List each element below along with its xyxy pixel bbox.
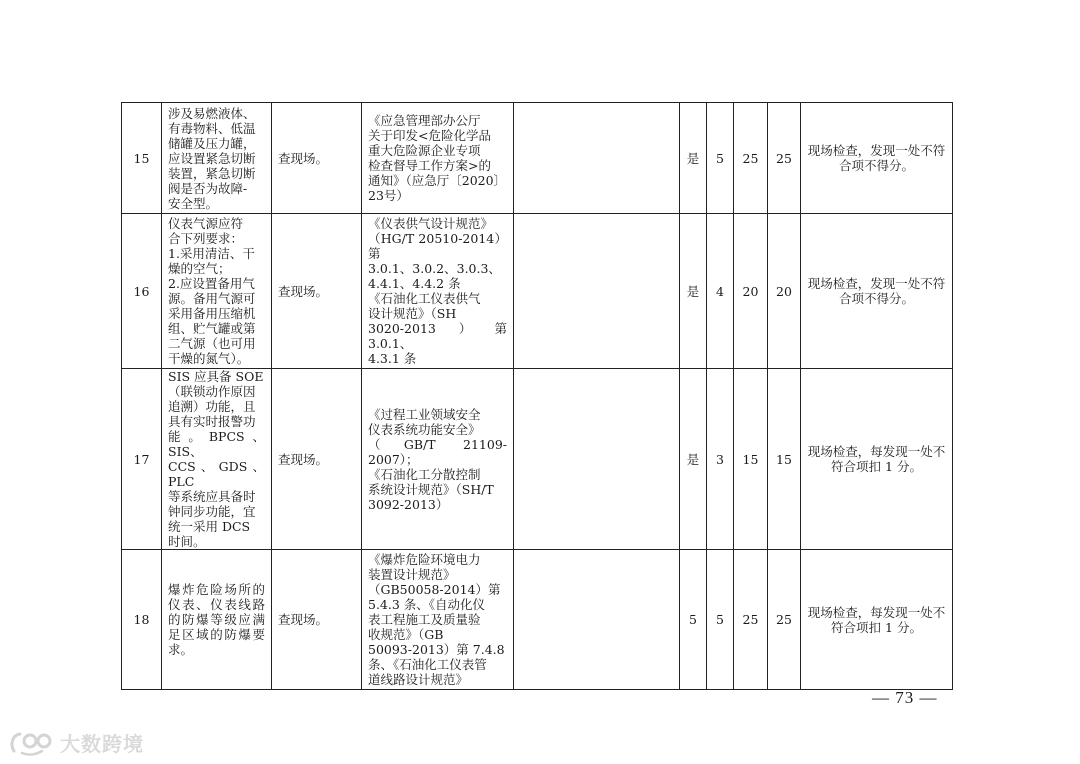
table-row [122,103,953,214]
regulatory-basis: 《爆炸危险环境电力 装置设计规范》 （GB50058-2014）第 5.4.3 条、《自动化仪 表工程施工及质量验 收规范》（GB 50093-2013）第 7.4.8 条、《石油化工仪表管 道线路设计规范》 [362,550,514,690]
inspection-item: 涉及易燃液体、 有毒物料、低温 储罐及压力罐， 应设置紧急切断 装置，紧急切断 阀是否为故障- 安全型。 [162,103,272,214]
score-cell: 20 [768,214,801,369]
scoring-rule: 现场检查，发现一处不符合项不得分。 [801,103,953,214]
blank-cell [514,214,680,369]
inspection-item: SIS 应具备 SOE （联锁动作原因 追溯）功能，且 具有实时报警功 能。BPCS、SIS、 CCS、GDS、PLC 等系统应具备时 钟同步功能，宜 统一采用 DCS 时间。 [162,369,272,550]
inspection-method: 查现场。 [272,214,362,369]
regulatory-basis: 《过程工业领域安全 仪表系统功能安全》 （GB/T 21109-2007）； 《石油化工分散控制 系统设计规范》（SH/T 3092-2013） [362,369,514,550]
scoring-rule: 现场检查，每发现一处不符合项扣 1 分。 [801,550,953,690]
inspection-item: 仪表气源应符 合下列要求： 1.采用清洁、干 燥的空气； 2.应设置备用气 源。备用气源可 采用备用压缩机 组、贮气罐或第 二气源（也可用 干燥的氮气）。 [162,214,272,369]
watermark-text: 大数跨境 [60,732,144,756]
weight-cell: 4 [707,214,734,369]
blank-cell [514,103,680,214]
full-score-cell: 15 [734,369,768,550]
weight-cell: 5 [707,550,734,690]
weight-cell: 3 [707,369,734,550]
table-row [122,369,953,550]
inspection-method: 查现场。 [272,550,362,690]
page-number: — 73 — [872,688,938,707]
score-cell: 25 [768,550,801,690]
applicable-cell: 5 [680,550,707,690]
inspection-method: 查现场。 [272,103,362,214]
scoring-rule: 现场检查，每发现一处不符合项扣 1 分。 [801,369,953,550]
blank-cell [514,369,680,550]
inspection-item: 爆炸危险场所的仪表、仪表线路的防爆等级应满足区域的防爆要求。 [162,550,272,690]
score-cell: 25 [768,103,801,214]
score-cell: 15 [768,369,801,550]
row-number: 17 [122,369,162,550]
inspection-table [121,102,953,690]
weight-cell: 5 [707,103,734,214]
full-score-cell: 25 [734,103,768,214]
row-number: 18 [122,550,162,690]
full-score-cell: 20 [734,214,768,369]
blank-cell [514,550,680,690]
regulatory-basis: 《应急管理部办公厅 关于印发<危险化学品 重大危险源企业专项 检查督导工作方案>的 通知》（应急厅〔2020〕 23号） [362,103,514,214]
row-number: 15 [122,103,162,214]
full-score-cell: 25 [734,550,768,690]
watermark [8,728,144,757]
applicable-cell: 是 [680,214,707,369]
inspection-method: 查现场。 [272,369,362,550]
table-row [122,550,953,690]
brand-logo-icon [8,729,56,757]
row-number: 16 [122,214,162,369]
table-row [122,214,953,369]
regulatory-basis: 《仪表供气设计规范》 （HG/T 20510-2014）第 3.0.1、3.0.2、3.0.3、 4.4.1、4.4.2 条 《石油化工仪表供气 设计规范》（SH 3020-2013）第 3.0.1、 4.3.1 条 [362,214,514,369]
applicable-cell: 是 [680,103,707,214]
applicable-cell: 是 [680,369,707,550]
scoring-rule: 现场检查，发现一处不符合项不得分。 [801,214,953,369]
